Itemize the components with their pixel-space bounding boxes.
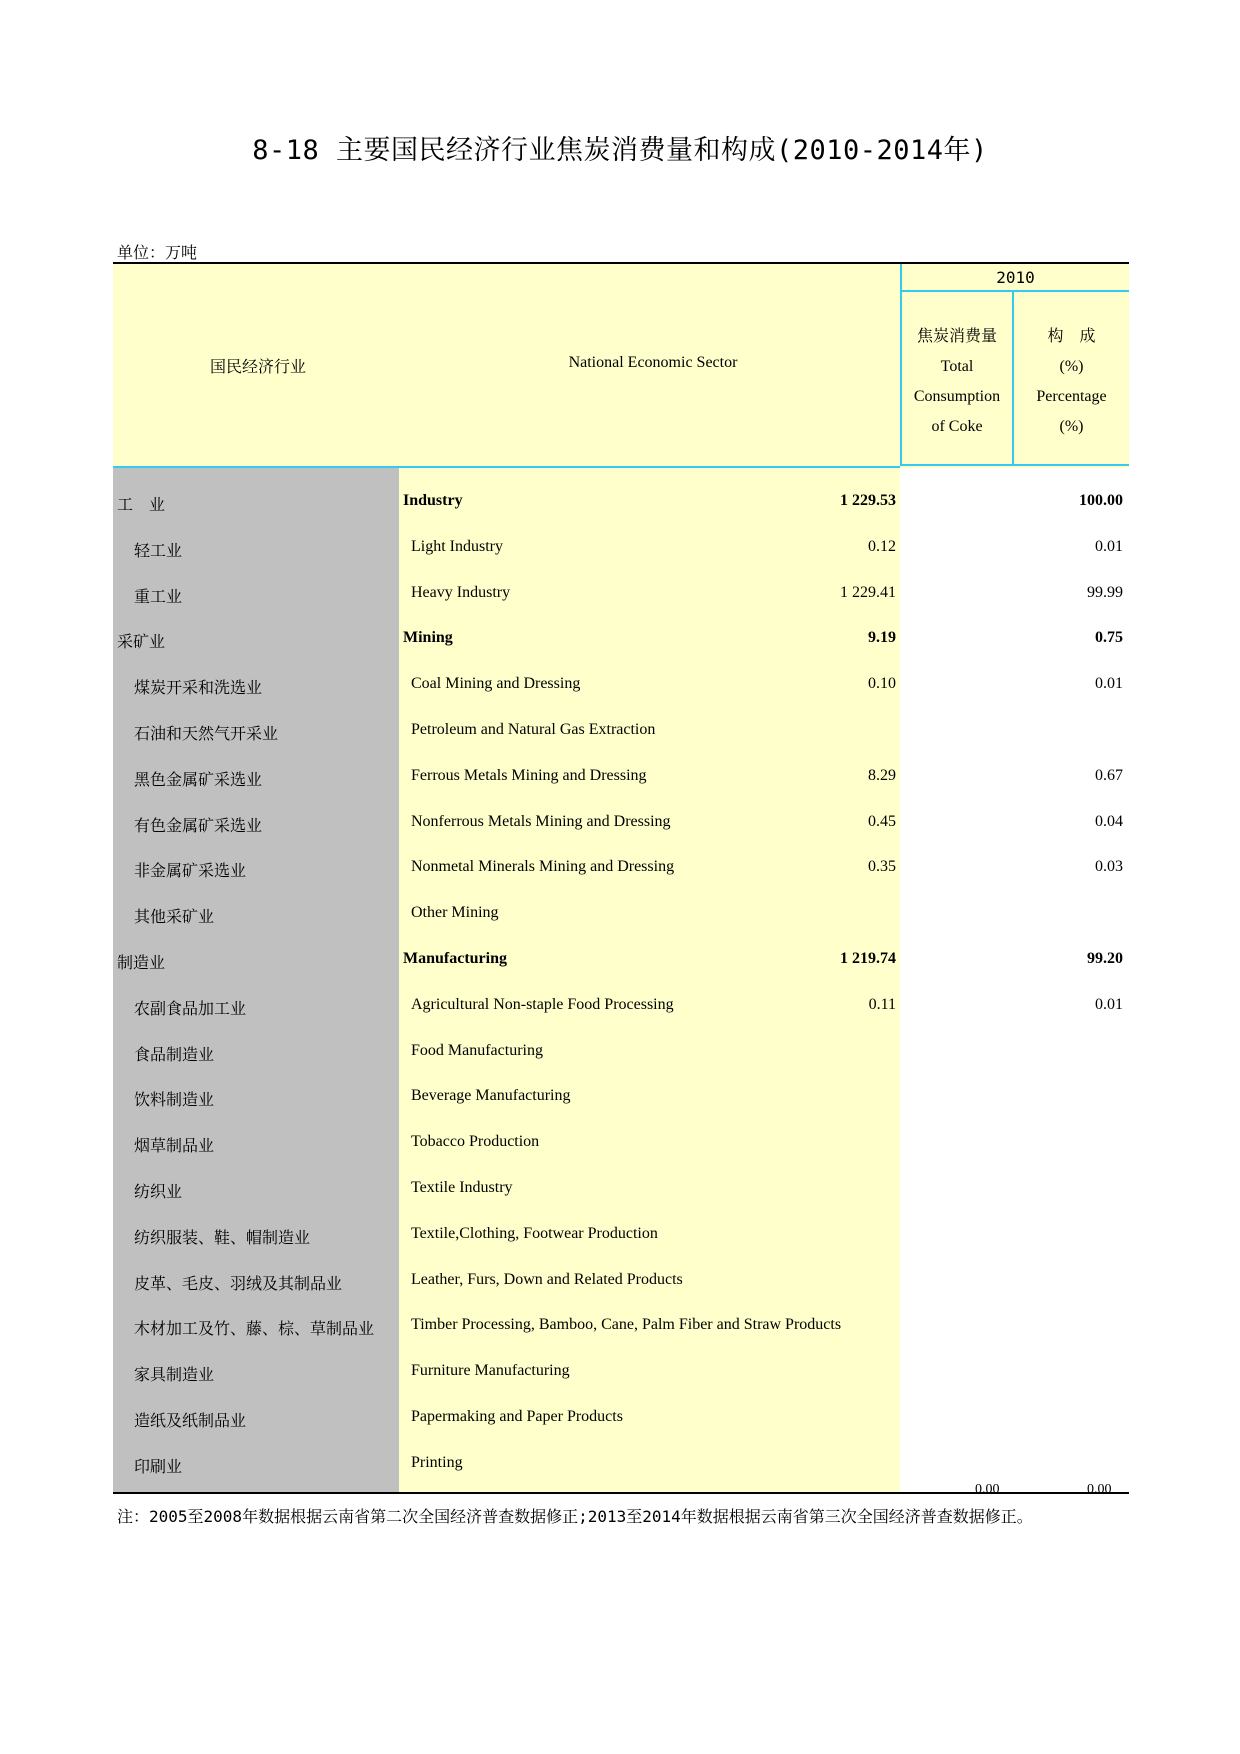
footnote: 注：2005至2008年数据根据云南省第二次全国经济普查数据修正;2013至2014年数据根据云南省第三次全国经济普查数据修正。 — [117, 1507, 1033, 1526]
table-row — [113, 480, 1129, 526]
consumption-cell: 1 219.74 — [840, 949, 896, 967]
consumption-cell: 0.35 — [868, 858, 896, 876]
sector-cn-cell: 其他采矿业 — [134, 909, 215, 927]
sector-en-cell: Light Industry — [411, 537, 503, 555]
sector-en-cell: Tobacco Production — [411, 1133, 540, 1151]
sector-cn-cell: 轻工业 — [134, 542, 183, 560]
header-consumption-line: 焦炭消费量 — [916, 328, 997, 345]
consumption-cell: 0.11 — [868, 995, 896, 1013]
percentage-cell: 0.01 — [1095, 995, 1123, 1013]
page-title: 8-18 主要国民经济行业焦炭消费量和构成(2010-2014年) — [252, 135, 988, 166]
table-row — [113, 938, 1129, 984]
sector-cn-cell: 非金属矿采选业 — [134, 863, 247, 881]
table-body — [113, 480, 1129, 1488]
header-year: 2010 — [902, 264, 1129, 292]
table-row — [113, 801, 1129, 847]
table-row — [113, 709, 1129, 755]
sector-cn-cell: 纺织服装、鞋、帽制造业 — [134, 1229, 311, 1247]
header-consumption-line: Consumption — [913, 388, 1001, 405]
sector-en-cell: Leather, Furs, Down and Related Products — [411, 1270, 683, 1288]
percentage-cell: 99.99 — [1087, 583, 1123, 601]
sector-en-cell: Manufacturing — [403, 949, 507, 967]
table-header — [113, 264, 1129, 468]
table-row — [113, 1304, 1129, 1350]
consumption-cell: 0.12 — [868, 537, 896, 555]
table-bottom-rule — [113, 1492, 1129, 1494]
sector-cn-cell: 石油和天然气开采业 — [134, 725, 279, 743]
percentage-cell: 0.04 — [1095, 812, 1123, 830]
table-row — [113, 1350, 1129, 1396]
header-percentage-line: (%) — [1059, 418, 1084, 435]
sector-en-cell: Heavy Industry — [411, 583, 511, 601]
header-consumption — [902, 292, 1014, 464]
header-consumption-line: Total — [940, 358, 974, 375]
sector-en-cell: Industry — [403, 492, 463, 509]
sector-en-cell: Furniture Manufacturing — [411, 1362, 570, 1380]
table-row — [113, 755, 1129, 801]
sector-cn-cell: 农副食品加工业 — [134, 1000, 247, 1018]
sector-en-cell: Other Mining — [411, 904, 499, 922]
sector-cn-cell: 有色金属矿采选业 — [134, 817, 263, 835]
header-percentage — [1014, 292, 1129, 464]
consumption-cell: 0.10 — [868, 675, 896, 693]
table-row — [113, 892, 1129, 938]
header-percentage-line: 构 成 — [1047, 328, 1096, 345]
sector-cn-cell: 黑色金属矿采选业 — [134, 771, 263, 789]
table-row — [113, 1121, 1129, 1167]
sector-cn-cell: 皮革、毛皮、羽绒及其制品业 — [134, 1275, 343, 1293]
table-row — [113, 617, 1129, 663]
percentage-cell: 100.00 — [1079, 492, 1123, 509]
clipped-row-values — [900, 1484, 1129, 1492]
percentage-cell: 0.75 — [1095, 629, 1123, 647]
sector-cn-cell: 饮料制造业 — [134, 1092, 215, 1110]
sector-cn-cell: 食品制造业 — [134, 1046, 215, 1064]
sector-en-cell: Papermaking and Paper Products — [411, 1407, 623, 1425]
consumption-cell: 1 229.53 — [840, 492, 896, 509]
sector-en-cell: Printing — [411, 1453, 463, 1471]
header-sector-cn: 国民经济行业 — [209, 359, 306, 376]
table-row — [113, 1030, 1129, 1076]
sector-en-cell: Coal Mining and Dressing — [411, 675, 581, 693]
unit-label: 单位：万吨 — [117, 245, 198, 262]
table-row — [113, 1442, 1129, 1488]
clipped-value: 0.00 — [975, 1484, 1000, 1492]
sector-cn-cell: 采矿业 — [117, 634, 166, 652]
table-row — [113, 1213, 1129, 1259]
header-percentage-line: (%) — [1059, 358, 1084, 375]
sector-en-cell: Beverage Manufacturing — [411, 1087, 571, 1105]
consumption-cell: 0.45 — [868, 812, 896, 830]
percentage-cell: 99.20 — [1087, 949, 1123, 967]
sector-cn-cell: 工 业 — [117, 497, 166, 514]
table-row — [113, 572, 1129, 618]
table-row — [113, 1259, 1129, 1305]
sector-en-cell: Textile Industry — [411, 1178, 513, 1196]
sector-cn-cell: 家具制造业 — [134, 1367, 215, 1385]
sector-cn-cell: 纺织业 — [134, 1183, 183, 1201]
sector-en-cell: Petroleum and Natural Gas Extraction — [411, 720, 656, 738]
sector-en-cell: Nonmetal Minerals Mining and Dressing — [411, 858, 675, 876]
table-row — [113, 984, 1129, 1030]
consumption-cell: 9.19 — [868, 629, 896, 647]
sector-cn-cell: 烟草制品业 — [134, 1138, 215, 1156]
sector-en-cell: Nonferrous Metals Mining and Dressing — [411, 812, 671, 830]
sector-en-cell: Agricultural Non-staple Food Processing — [411, 995, 674, 1013]
sector-en-cell: Textile,Clothing, Footwear Production — [411, 1224, 658, 1242]
table-row — [113, 663, 1129, 709]
header-sector-en: National Economic Sector — [568, 354, 738, 371]
percentage-cell: 0.67 — [1095, 766, 1123, 784]
table-row — [113, 1075, 1129, 1121]
consumption-cell: 8.29 — [868, 766, 896, 784]
header-percentage-line: Percentage — [1036, 388, 1107, 405]
sector-cn-cell: 造纸及纸制品业 — [134, 1412, 247, 1430]
sector-cn-cell: 制造业 — [117, 954, 166, 972]
percentage-cell: 0.03 — [1095, 858, 1123, 876]
sector-cn-cell: 印刷业 — [134, 1458, 183, 1476]
sector-en-cell: Ferrous Metals Mining and Dressing — [411, 766, 647, 784]
table-row — [113, 1167, 1129, 1213]
sector-cn-cell: 重工业 — [134, 588, 183, 606]
clipped-value: 0.00 — [1087, 1484, 1112, 1492]
sector-cn-cell: 煤炭开采和洗选业 — [134, 680, 263, 698]
sector-cn-cell: 木材加工及竹、藤、棕、草制品业 — [134, 1321, 375, 1339]
consumption-cell: 1 229.41 — [840, 583, 896, 601]
sector-en-cell: Food Manufacturing — [411, 1041, 543, 1059]
header-consumption-line: of Coke — [931, 418, 983, 435]
table-row — [113, 846, 1129, 892]
table-row — [113, 526, 1129, 572]
sector-en-cell: Timber Processing, Bamboo, Cane, Palm Fiber and Straw Products — [411, 1316, 842, 1334]
percentage-cell: 0.01 — [1095, 675, 1123, 693]
table-row — [113, 1396, 1129, 1442]
sector-en-cell: Mining — [403, 629, 453, 647]
percentage-cell: 0.01 — [1095, 537, 1123, 555]
header-year-group — [900, 264, 1129, 466]
